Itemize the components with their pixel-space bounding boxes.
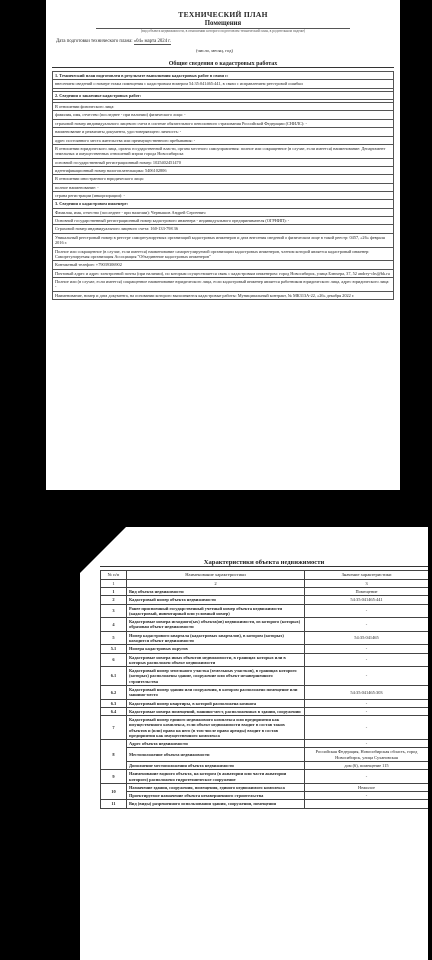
table-row [101, 667, 429, 686]
row-number: 11 [101, 800, 127, 808]
document-page-1 [46, 0, 400, 490]
characteristic-name: Кадастровый номер земельного участка (земельных участков), в границах которого (которых) расположены здание, сооружение или объект незавершенного строительства [127, 667, 305, 686]
table-row [53, 225, 394, 233]
characteristic-value: 54:35:041465 [305, 631, 429, 645]
date-value: «04» марта 2024 г. [133, 39, 171, 44]
table-row [53, 166, 394, 174]
characteristic-name: Кадастровый номер здания или сооружения, в котором расположено помещение или машино-место [127, 685, 305, 699]
document-page-2 [80, 527, 428, 960]
row-number: 4 [101, 618, 127, 632]
table-row [101, 618, 429, 632]
row-number: 2 [101, 596, 127, 604]
table-row [53, 261, 394, 269]
characteristic-value: Российская Федерация, Новосибирская область, город Новосибирск, улица Сухановская [305, 748, 429, 762]
info-cell: Почтовый адрес и адрес электронной почты (при наличии), по которым осуществляется связь с кадастровым инженером: город Новосибирск, улица Блюхера, 37, 52 andrey-chs@bk.ru [53, 269, 394, 277]
document-title: ТЕХНИЧЕСКИЙ ПЛАН [178, 10, 268, 19]
characteristic-name: Кадастровый номер единого недвижимого комплекса или предприятия как имущественного комплекса, если объект недвижимости входит в состав таких объектов и (или) право на него (в том числе право аренды) входит в состав предприятия как имущественного комплекса [127, 716, 305, 740]
characteristic-name: Вид объекта недвижимости [127, 588, 305, 596]
table-row [53, 208, 394, 216]
info-cell: Основной государственный регистрационный номер кадастрового инженера - индивидуального предпринимателя (ОГРНИП): - [53, 217, 394, 225]
table-row [53, 247, 394, 261]
characteristic-name: Кадастровый номер объекта недвижимости [127, 596, 305, 604]
info-cell: страна регистрации (инкорпорации): - [53, 192, 394, 200]
table-numbering-row [101, 579, 429, 588]
characteristic-value: - [305, 604, 429, 618]
table-row [53, 80, 394, 88]
characteristic-name: Номер кадастрового квартала (кадастровых кварталов), в котором (которых) находится объект недвижимости [127, 631, 305, 645]
characteristic-name: Ранее присвоенный государственный учетный номер объекта недвижимости (кадастровый, инвентарный или условный номер) [127, 604, 305, 618]
characteristic-name: Кадастровые номера помещений, машино-мест, расположенных в здании, сооружении [127, 707, 305, 715]
row-number: 9 [101, 770, 127, 784]
section-title: Общие сведения о кадастровых работах [52, 61, 394, 68]
info-cell: полное наименование: - [53, 183, 394, 191]
table-row [101, 604, 429, 618]
characteristics-table [100, 570, 428, 809]
row-number: 8 [101, 740, 127, 770]
characteristic-name: Назначение здания, сооружения, помещения, единого недвижимого комплекса [127, 783, 305, 791]
table-row [53, 175, 394, 183]
characteristic-value: 54:35:041465:303 [305, 685, 429, 699]
header-value: Значение характеристики [305, 571, 429, 580]
date-hint: (число, месяц, год) [196, 48, 233, 53]
table-row [53, 200, 394, 208]
info-cell: Контактный телефон: +79039306902 [53, 261, 394, 269]
preparation-date-line [56, 39, 400, 45]
info-cell: Полное или сокращенное (в случае, если имеется) наименование саморегулируемой организации кадастровых инженеров, членом которой является кадастровый инженер: Саморегулируемая организация Ассоциация "Объединение кадастровых инженеров" [53, 247, 394, 261]
column-number-2: 2 [127, 579, 305, 588]
characteristic-name: Вид (виды) разрешенного использования здания, сооружения, помещения [127, 800, 305, 808]
header-number: № п/п [101, 571, 127, 580]
info-cell: Уникальный реестровый номер в реестре саморегулируемых организаций кадастровых инженеров и дата внесения сведений о физическом лице в такой реестр: 0457, «26» февраля 2016 г. [53, 233, 394, 247]
row-number: 6.2 [101, 685, 127, 699]
table-row [53, 144, 394, 158]
table-row [101, 645, 429, 653]
row-number: 6 [101, 653, 127, 667]
info-cell: Полное или (в случае, если имеется) сокращенное наименование юридического лица, если кадастровый инженер является работником юридического лица, адрес юридического лица: - [53, 277, 394, 291]
table-row [53, 158, 394, 166]
table-row [53, 128, 394, 136]
info-cell: Наименование, номер и дата документа, на основании которого выполняются кадастровые работы: Муниципальный контракт, № МК313А-22, «26» декабря 2022 г. [53, 291, 394, 299]
column-number-1: 1 [101, 579, 127, 588]
row-number: 6.1 [101, 667, 127, 686]
table-row [101, 783, 429, 791]
table-row [101, 716, 429, 740]
table-row [53, 192, 394, 200]
document-subtitle: Помещения [204, 20, 242, 27]
table-row [53, 111, 394, 119]
table-row [53, 291, 394, 299]
column-number-3: 3 [305, 579, 429, 588]
characteristic-value: - [305, 618, 429, 632]
row-number: 1 [101, 588, 127, 596]
characteristic-name: Проектируемое назначение объекта незавершенного строительства [127, 792, 305, 800]
table-row [53, 217, 394, 225]
header-characteristic: Наименование характеристики [127, 571, 305, 580]
table-row [53, 103, 394, 111]
characteristic-value: дом (6), помещение 115 [305, 762, 429, 770]
characteristic-value: - [305, 699, 429, 707]
characteristic-name: Кадастровый номер квартиры, в которой расположена комната [127, 699, 305, 707]
characteristic-value: - [305, 770, 429, 784]
info-cell: адрес постоянного места жительства или преимущественного пребывания: - [53, 136, 394, 144]
row-number: 6.3 [101, 699, 127, 707]
info-cell: В отношении физического лица: [53, 103, 394, 111]
table-row [101, 588, 429, 596]
characteristic-value: 54:35:041465:441 [305, 596, 429, 604]
characteristic-name: Наименование водного объекта, на котором (в акватории или части акватории которого) расположено гидротехническое сооружение [127, 770, 305, 784]
table-row [53, 183, 394, 191]
table-row [101, 685, 429, 699]
characteristic-value: Нежилое [305, 783, 429, 791]
characteristic-value [305, 800, 429, 808]
characteristic-value: - [305, 667, 429, 686]
info-cell: основной государственный регистрационный номер: 1025402451470 [53, 158, 394, 166]
row-number: 5 [101, 631, 127, 645]
info-cell: идентификационный номер налогоплательщика: 5406102806 [53, 166, 394, 174]
subtitle-hint: (вид объекта недвижимости, в отношении которого подготовлен технический план, в родительном падеже) [96, 28, 350, 33]
info-cell: фамилия, имя, отчество (последнее - при наличии) физического лица: - [53, 111, 394, 119]
table-row [53, 91, 394, 99]
characteristic-value: - [305, 740, 429, 748]
characteristic-value: - [305, 653, 429, 667]
table-row [101, 770, 429, 784]
table-row [101, 596, 429, 604]
date-prefix: Дата подготовки технического плана: [56, 39, 133, 44]
characteristic-name: Дополнение местоположения объекта недвижимости [127, 762, 305, 770]
table-row [101, 792, 429, 800]
characteristic-name: Кадастровые номера исходного(ых) объекта(ов) недвижимости, из которого (которых) образован объект недвижимости [127, 618, 305, 632]
table-row [53, 136, 394, 144]
info-cell: наименование и реквизиты документа, удостоверяющего личность: - [53, 128, 394, 136]
characteristic-value: - [305, 792, 429, 800]
table-row [53, 233, 394, 247]
section-heading-cell: 3. Сведения о кадастровом инженере: [53, 200, 394, 208]
table-row [53, 72, 394, 80]
info-cell: В отношении юридического лица, органа государственной власти, органа местного самоуправления: полное или сокращенное (в случае, если имеется) наименование: Департамент земельных и имущественных отношений мэрии города Новосибирска [53, 144, 394, 158]
characteristic-value: Помещение [305, 588, 429, 596]
row-number: 5.1 [101, 645, 127, 653]
table-row [101, 740, 429, 748]
row-number: 3 [101, 604, 127, 618]
general-info-table [52, 71, 394, 300]
page-fold-corner [80, 527, 126, 573]
characteristic-value: - [305, 645, 429, 653]
table-row [53, 119, 394, 127]
table-row [101, 631, 429, 645]
table-row [101, 762, 429, 770]
section-heading-cell: 2. Сведения о заказчике кадастровых работ: [53, 91, 394, 99]
info-cell: Фамилия, имя, отчество (последнее - при наличии): Чернышов Андрей Сергеевич [53, 208, 394, 216]
table-row [53, 277, 394, 291]
characteristic-name: Номера кадастровых округов [127, 645, 305, 653]
row-number: 6.4 [101, 707, 127, 715]
characteristics-title: Характеристики объекта недвижимости [100, 559, 428, 567]
table-row [101, 707, 429, 715]
info-cell: Страховой номер индивидуального лицевого счета: 160-133-798 36 [53, 225, 394, 233]
table-header-row [101, 571, 429, 580]
row-number: 10 [101, 783, 127, 800]
table-row [101, 800, 429, 808]
table-row [53, 269, 394, 277]
table-row [101, 653, 429, 667]
table-row [101, 748, 429, 762]
info-cell: страховой номер индивидуального лицевого счета в системе обязательного пенсионного страхования Российской Федерации (СНИЛС): - [53, 119, 394, 127]
info-cell: внесением сведений о номере этажа помещения с кадастровым номером 54:35:041465:441, в связи с исправлением реестровой ошибки [53, 80, 394, 88]
characteristic-name: Адрес объекта недвижимости [127, 740, 305, 748]
characteristic-name: Кадастровые номера иных объектов недвижимости, в границах которых или в которых расположен объект недвижимости [127, 653, 305, 667]
characteristic-value: - [305, 707, 429, 715]
characteristic-name: Местоположение объекта недвижимости [127, 748, 305, 762]
characteristic-value: - [305, 716, 429, 740]
row-number: 7 [101, 716, 127, 740]
section-heading-cell: 1. Технический план подготовлен в результате выполнения кадастровых работ в связи с: [53, 72, 394, 80]
info-cell: В отношении иностранного юридического лица: [53, 175, 394, 183]
table-row [101, 699, 429, 707]
